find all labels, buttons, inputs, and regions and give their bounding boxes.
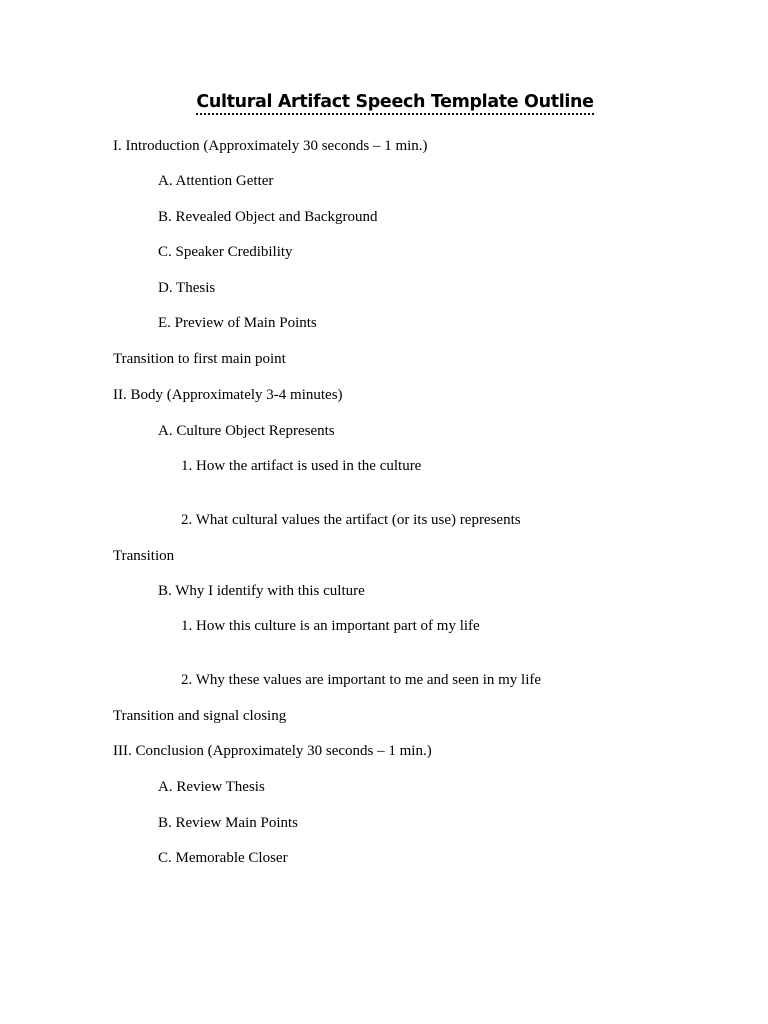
item-speaker-credibility: C. Speaker Credibility [158, 244, 293, 260]
item-memorable-closer: C. Memorable Closer [158, 850, 288, 866]
subitem-cultural-values: 2. What cultural values the artifact (or its use) represents [181, 512, 521, 528]
item-revealed-object: B. Revealed Object and Background [158, 209, 378, 225]
transition: Transition [113, 548, 175, 564]
item-review-thesis: A. Review Thesis [158, 779, 265, 795]
item-identify-culture: B. Why I identify with this culture [158, 583, 365, 599]
document-title [0, 92, 768, 112]
title-text: Cultural Artifact Speech Template Outline [196, 92, 593, 115]
item-culture-object: A. Culture Object Represents [158, 423, 335, 439]
item-preview-main-points: E. Preview of Main Points [158, 315, 317, 331]
item-thesis: D. Thesis [158, 280, 216, 296]
transition-signal-closing: Transition and signal closing [113, 708, 287, 724]
section-body: II. Body (Approximately 3-4 minutes) [113, 387, 343, 403]
item-review-main-points: B. Review Main Points [158, 815, 299, 831]
section-conclusion: III. Conclusion (Approximately 30 seconds – 1 min.) [113, 743, 432, 759]
transition-first-main-point: Transition to first main point [113, 351, 286, 367]
subitem-values-important: 2. Why these values are important to me and seen in my life [181, 672, 542, 688]
subitem-artifact-use: 1. How the artifact is used in the culture [181, 458, 422, 474]
section-introduction: I. Introduction (Approximately 30 seconds – 1 min.) [113, 138, 428, 154]
subitem-culture-important: 1. How this culture is an important part of my life [181, 618, 480, 634]
item-attention-getter: A. Attention Getter [158, 173, 274, 189]
